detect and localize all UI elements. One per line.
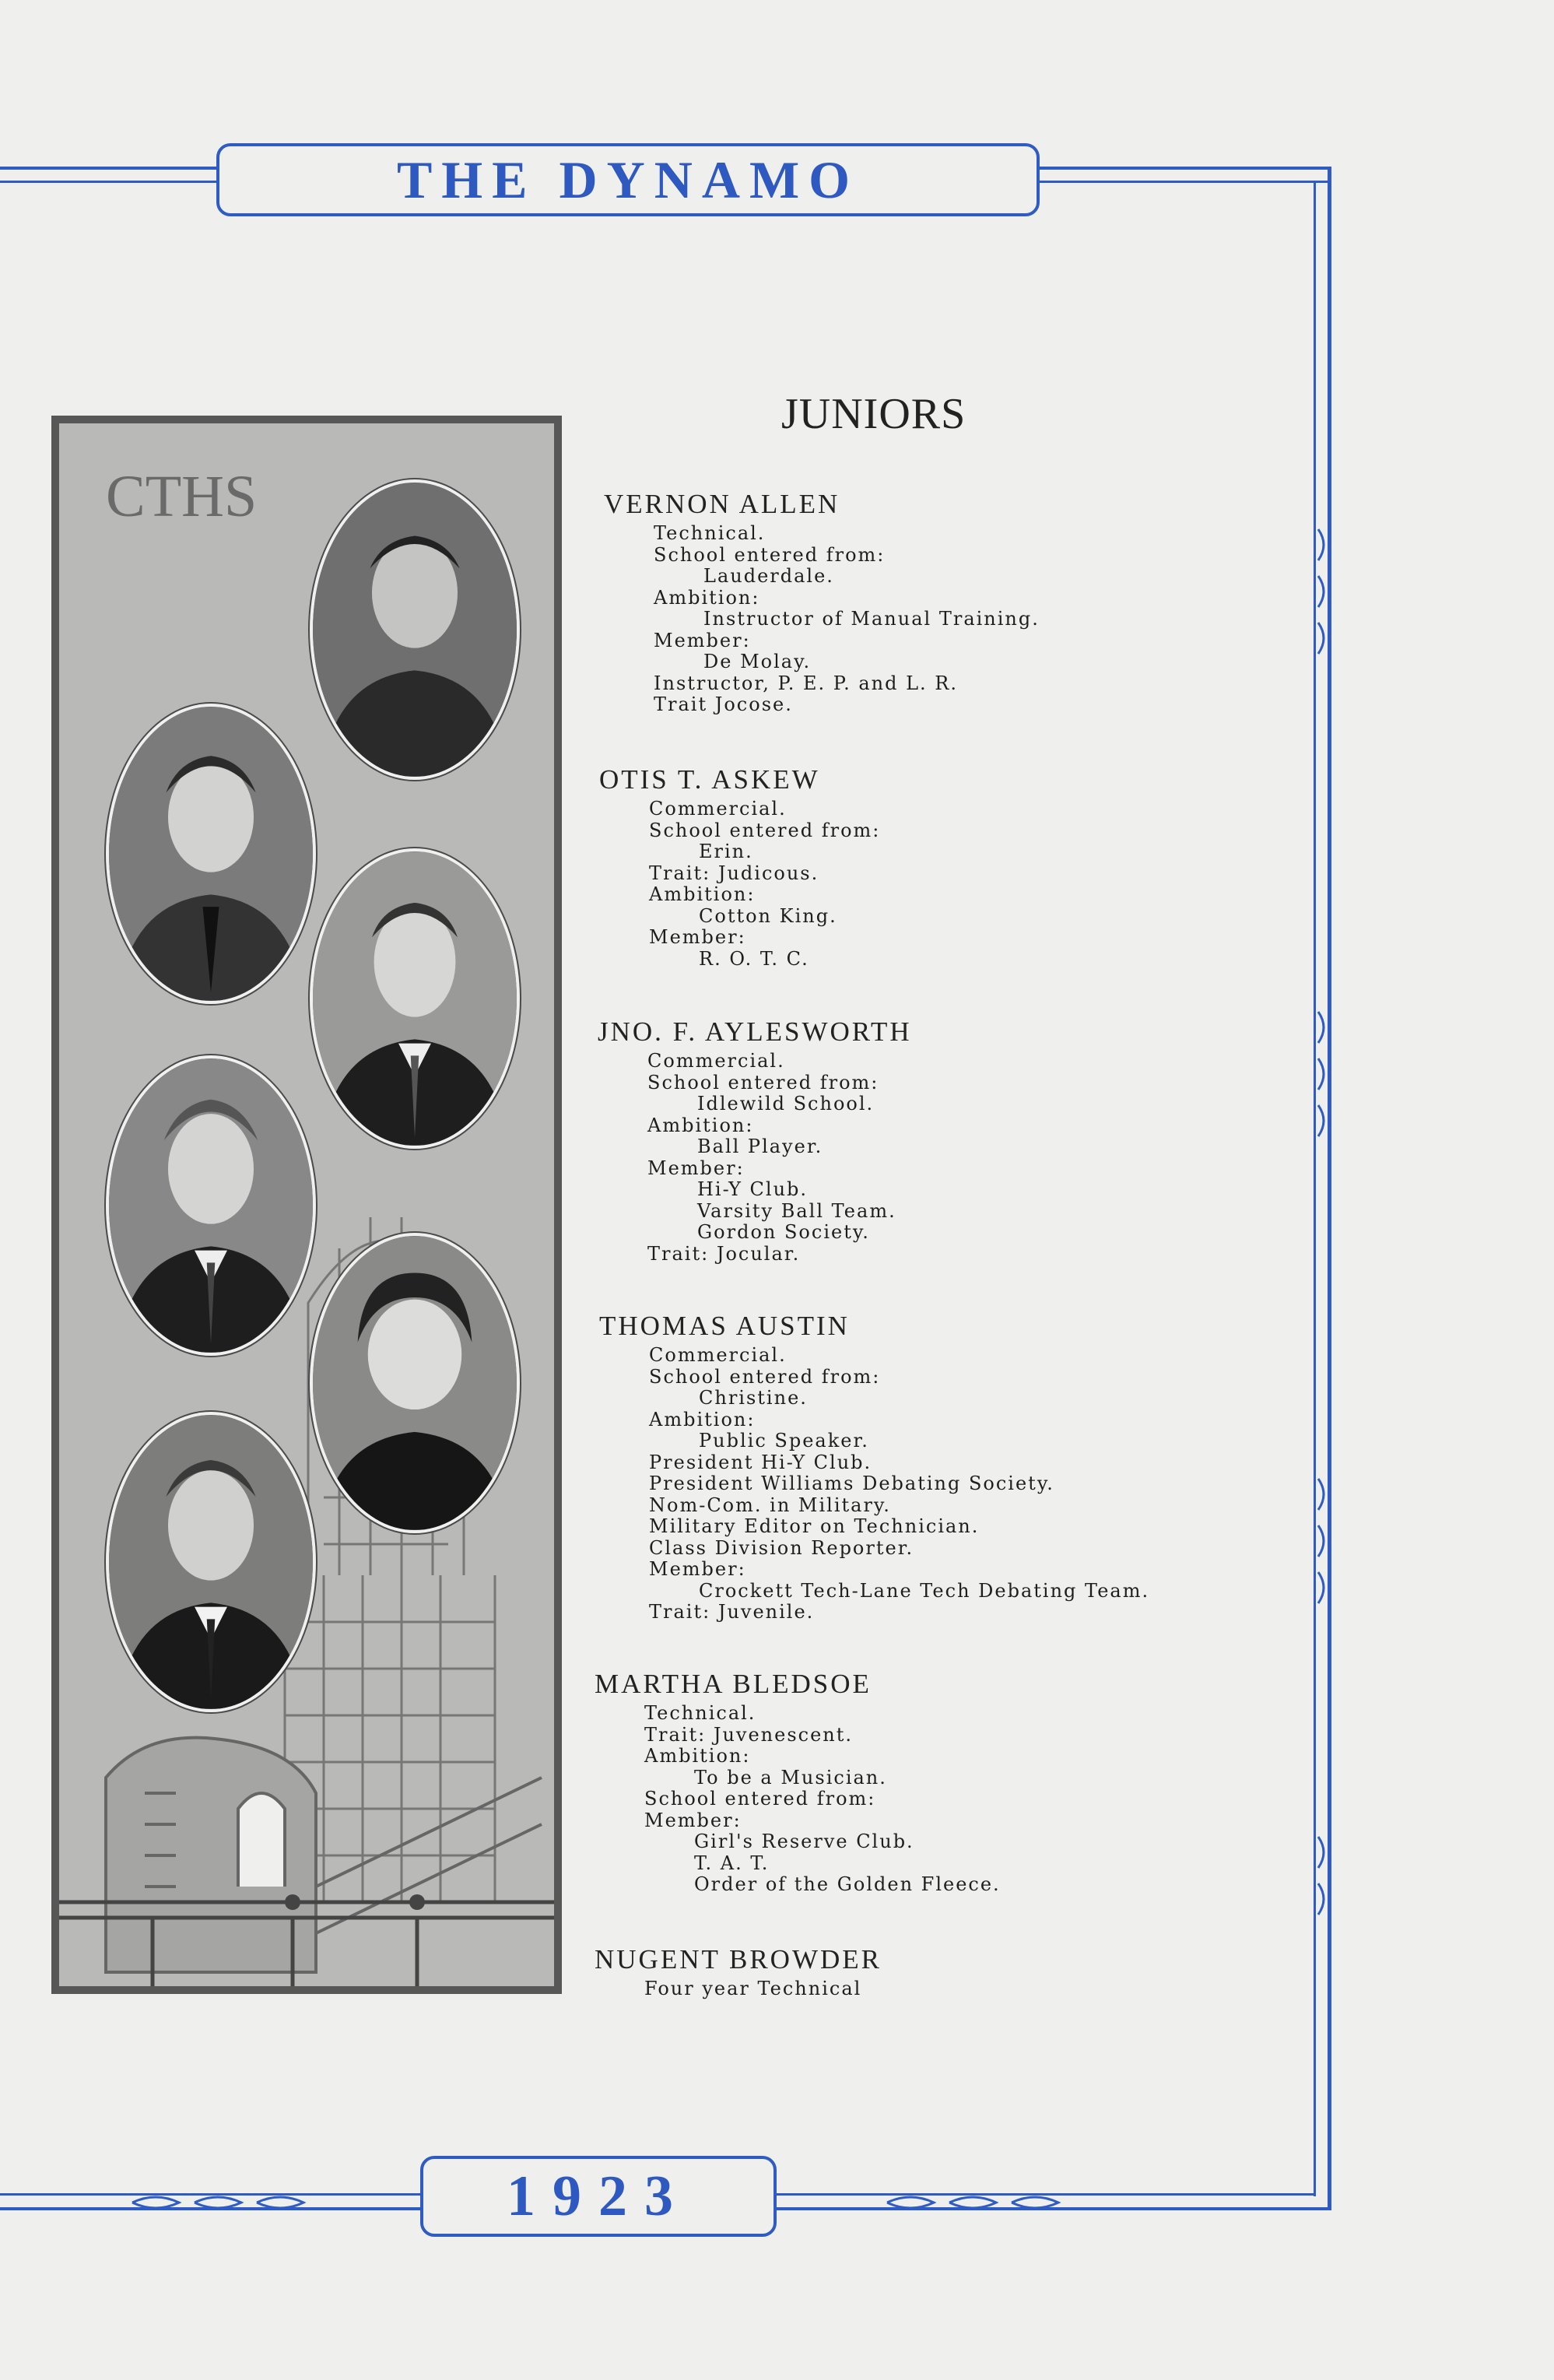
student-detail-line: Erin. — [699, 841, 753, 862]
student-detail-line: Military Editor on Technician. — [649, 1515, 980, 1537]
student-detail-line: Girl's Reserve Club. — [694, 1831, 914, 1852]
student-detail-line: Nom-Com. in Military. — [649, 1494, 891, 1516]
student-detail-line: Gordon Society. — [697, 1221, 870, 1243]
student-detail-line: President Williams Debating Society. — [649, 1473, 1054, 1494]
publication-year: 1923 — [507, 2164, 690, 2228]
student-detail-line: R. O. T. C. — [699, 947, 809, 970]
student-detail-line: Technical. — [644, 1702, 756, 1724]
student-entry — [598, 1016, 912, 1265]
student-detail-line: Class Division Reporter. — [649, 1536, 914, 1559]
page-footer-banner — [420, 2156, 777, 2237]
student-portrait — [310, 848, 520, 1149]
student-detail-line: Ambition: — [649, 883, 756, 905]
student-entry — [599, 1311, 1149, 1624]
student-detail-line: Trait Jocose. — [654, 693, 793, 715]
student-detail-line: Trait: Juvenescent. — [644, 1723, 854, 1746]
student-portrait — [106, 1055, 316, 1356]
student-detail-line: T. A. T. — [694, 1852, 770, 1874]
student-detail-line: Lauderdale. — [703, 565, 834, 587]
student-detail-line: Instructor, P. E. P. and L. R. — [654, 672, 958, 694]
student-name: MARTHA BLEDSOE — [595, 1669, 872, 1699]
student-detail-line: Trait: Juvenile. — [649, 1601, 815, 1623]
frame-right-ornament — [1312, 514, 1335, 1961]
student-detail-line: Trait: Jocular. — [647, 1242, 801, 1265]
student-detail-line: School entered from: — [649, 819, 881, 841]
student-detail-line: Ball Player. — [697, 1136, 823, 1157]
student-name: THOMAS AUSTIN — [599, 1311, 850, 1341]
student-detail-line: School entered from: — [647, 1071, 879, 1093]
student-detail-line: Trait: Judicous. — [649, 862, 819, 884]
student-detail-line: De Molay. — [703, 651, 812, 672]
student-portrait — [106, 704, 316, 1004]
student-detail-line: School entered from: — [654, 543, 886, 566]
student-detail-line: Instructor of Manual Training. — [703, 608, 1040, 630]
student-portrait — [106, 1412, 316, 1712]
student-portrait — [310, 1233, 520, 1533]
student-detail-line: Four year Technical — [644, 1978, 862, 1999]
student-detail-line: Ambition: — [647, 1114, 754, 1136]
student-detail-line: Hi-Y Club. — [697, 1178, 809, 1200]
section-title: JUNIORS — [781, 390, 966, 438]
student-portrait — [310, 479, 520, 780]
school-monogram: CTHS — [106, 464, 258, 529]
student-detail-line: Member: — [654, 629, 751, 651]
student-detail-line: School entered from: — [644, 1788, 876, 1810]
student-entry — [604, 489, 1040, 716]
student-detail-line: School entered from: — [649, 1365, 881, 1388]
student-detail-line: Idlewild School. — [697, 1093, 875, 1115]
student-detail-line: Ambition: — [644, 1745, 751, 1767]
student-detail-line: Technical. — [654, 522, 766, 544]
student-detail-line: Commercial. — [649, 798, 787, 820]
student-detail-line: Commercial. — [647, 1050, 785, 1072]
student-entry — [599, 764, 880, 970]
student-detail-line: President Hi-Y Club. — [649, 1451, 872, 1473]
student-detail-line: Varsity Ball Team. — [697, 1199, 896, 1222]
photo-panel — [51, 416, 562, 1994]
student-detail-line: Member: — [647, 1157, 745, 1179]
student-entry — [595, 1944, 882, 2000]
student-detail-line: Public Speaker. — [699, 1430, 869, 1452]
student-entry — [595, 1669, 1001, 1896]
student-detail-line: Christine. — [699, 1387, 808, 1409]
student-detail-line: To be a Musician. — [694, 1766, 887, 1789]
student-detail-line: Commercial. — [649, 1344, 787, 1366]
page-header-banner — [216, 143, 1040, 216]
student-detail-line: Member: — [649, 926, 746, 948]
publication-title: THE DYNAMO — [396, 149, 860, 209]
student-name: VERNON ALLEN — [604, 489, 840, 519]
student-detail-line: Ambition: — [649, 1408, 756, 1430]
student-detail-line: Crockett Tech-Lane Tech Debating Team. — [699, 1579, 1150, 1602]
student-detail-line: Member: — [649, 1558, 746, 1580]
student-detail-line: Cotton King. — [699, 904, 837, 927]
student-name: OTIS T. ASKEW — [599, 764, 820, 795]
student-detail-line: Member: — [644, 1809, 742, 1831]
student-name: JNO. F. AYLESWORTH — [598, 1016, 912, 1047]
student-detail-line: Order of the Golden Fleece. — [694, 1873, 1001, 1895]
student-name: NUGENT BROWDER — [595, 1944, 882, 1975]
student-detail-line: Ambition: — [654, 586, 760, 609]
